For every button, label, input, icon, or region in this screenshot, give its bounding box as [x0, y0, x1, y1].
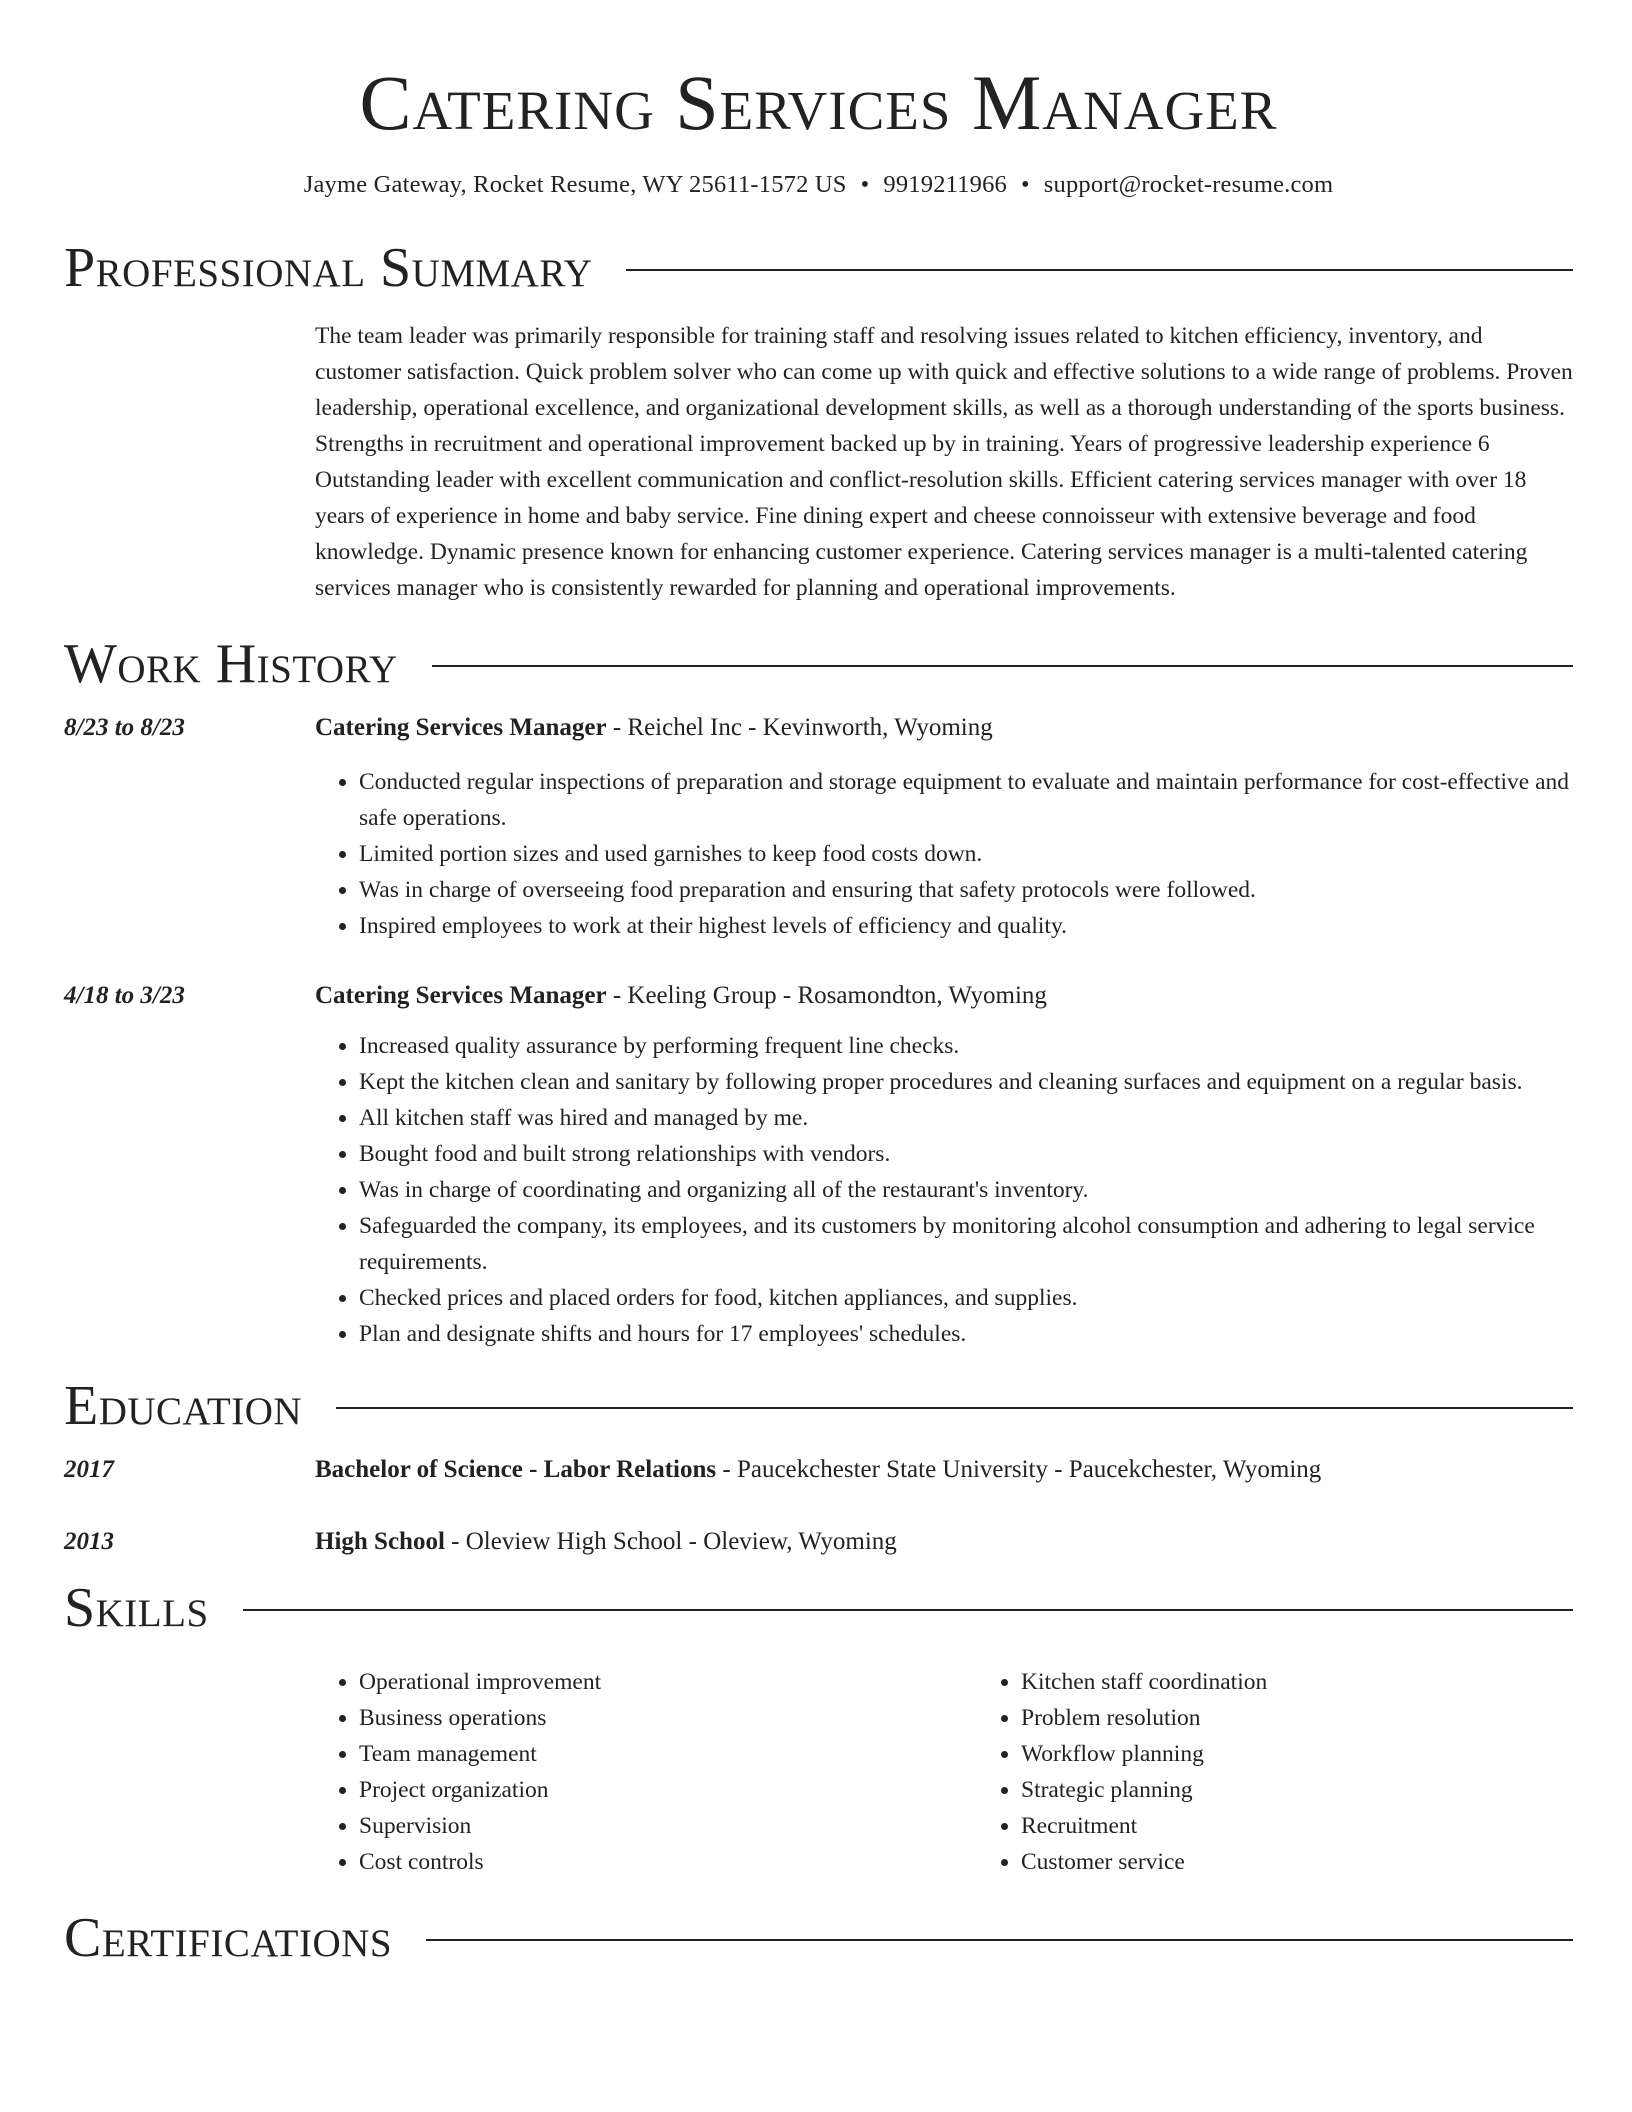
candidate-name: Catering Services Manager [359, 59, 1278, 146]
skill-item: • Workflow planning [1021, 1736, 1573, 1772]
skill-item: • Problem resolution [1021, 1700, 1573, 1736]
summary-body [315, 318, 1573, 606]
job-dates: 4/18 to 3/23 [64, 982, 185, 1009]
education-year: 2013 [64, 1528, 114, 1555]
skill-item: • Kitchen staff coordination [1021, 1664, 1573, 1700]
summary-section-header [64, 238, 1573, 298]
skill-item: • Recruitment [1021, 1808, 1573, 1844]
job-duties [315, 1028, 1573, 1352]
section-divider [432, 665, 1573, 667]
education-school: - Paucekchester State University - Paucekchester, Wyoming [716, 1456, 1322, 1483]
education-degree: Bachelor of Science - Labor Relations [315, 1456, 717, 1483]
job-title: Catering Services Manager [315, 982, 607, 1009]
contact-address: Jayme Gateway, Rocket Resume, WY 25611-1572 US [303, 171, 847, 198]
list-item: • Limited portion sizes and used garnishes to keep food costs down. [359, 836, 1573, 872]
summary-text: The team leader was primarily responsible for training staff and resolving issues related to kitchen efficiency, inventory, and customer satisfaction. Quick problem solver who can come up with quick and effective solutions to a wide range of problems. Proven leadership, operational excellence, and organizational development skills, as well as a thorough understanding of the sports business. Strengths in recruitment and operational improvement backed up by in training. Years of progressive leadership experience 6 Outstanding leader with excellent communication and conflict-resolution skills. Efficient catering services manager with over 18 years of experience in home and baby service. Fine dining expert and cheese connoisseur with extensive beverage and food knowledge. Dynamic presence known for enhancing customer experience. Catering services manager is a multi-talented catering services manager who is consistently rewarded for planning and operational improvements. [315, 323, 1573, 601]
certifications-heading: Certifications [64, 1907, 393, 1969]
list-item: • Plan and designate shifts and hours for 17 employees' schedules. [359, 1316, 1573, 1352]
contact-separator: • [860, 171, 870, 198]
skill-item: • Strategic planning [1021, 1772, 1573, 1808]
list-item: • All kitchen staff was hired and managed by me. [359, 1100, 1573, 1136]
list-item: • Safeguarded the company, its employees, and its customers by monitoring alcohol consumption and adhering to legal service requirements. [359, 1208, 1573, 1280]
job-dates: 8/23 to 8/23 [64, 714, 185, 741]
list-item: • Increased quality assurance by performing frequent line checks. [359, 1028, 1573, 1064]
education-entry [64, 1524, 1573, 1560]
skill-item: • Supervision [359, 1808, 977, 1844]
contact-separator: • [1020, 171, 1030, 198]
contact-phone: 9919211966 [883, 171, 1007, 198]
skills-list-right [977, 1664, 1573, 1880]
list-item: • Was in charge of coordinating and organizing all of the restaurant's inventory. [359, 1172, 1573, 1208]
section-divider [336, 1407, 1573, 1409]
job-entry [64, 978, 1573, 1352]
skill-item: • Business operations [359, 1700, 977, 1736]
contact-email: support@rocket-resume.com [1043, 171, 1334, 198]
job-employer: - Keeling Group - Rosamondton, Wyoming [606, 982, 1047, 1009]
certifications-section-header [64, 1908, 1573, 1968]
education-school: - Oleview High School - Oleview, Wyoming [444, 1528, 897, 1555]
job-duties [315, 764, 1573, 944]
education-line [315, 1452, 1573, 1488]
summary-heading: Professional Summary [64, 237, 593, 299]
job-title: Catering Services Manager [315, 714, 607, 741]
skill-item: • Operational improvement [359, 1664, 977, 1700]
job-entry [64, 710, 1573, 944]
list-item: • Inspired employees to work at their highest levels of efficiency and quality. [359, 908, 1573, 944]
skills-heading: Skills [64, 1577, 209, 1639]
skill-item: • Cost controls [359, 1844, 977, 1880]
section-divider [626, 269, 1573, 271]
skills-section-header [64, 1578, 1573, 1638]
list-item: • Checked prices and placed orders for food, kitchen appliances, and supplies. [359, 1280, 1573, 1316]
list-item: • Kept the kitchen clean and sanitary by following proper procedures and cleaning surfaces and equipment on a regular basis. [359, 1064, 1573, 1100]
list-item: • Bought food and built strong relationships with vendors. [359, 1136, 1573, 1172]
job-header [64, 978, 1573, 1014]
skills-columns [315, 1664, 1573, 1880]
education-heading: Education [64, 1375, 303, 1437]
work-section-header [64, 634, 1573, 694]
education-section-header [64, 1376, 1573, 1436]
skill-item: • Team management [359, 1736, 977, 1772]
skill-item: • Project organization [359, 1772, 977, 1808]
job-title-line [315, 978, 1573, 1014]
list-item: • Was in charge of overseeing food preparation and ensuring that safety protocols were followed. [359, 872, 1573, 908]
job-header [64, 710, 1573, 746]
section-divider [426, 1939, 1573, 1941]
job-title-line [315, 710, 1573, 746]
list-item: • Conducted regular inspections of preparation and storage equipment to evaluate and maintain performance for cost-effective and safe operations. [359, 764, 1573, 836]
skills-list-left [315, 1664, 977, 1880]
job-bullets [315, 764, 1573, 944]
education-line [315, 1524, 1573, 1560]
work-heading: Work History [64, 633, 398, 695]
education-year: 2017 [64, 1456, 114, 1483]
education-degree: High School [315, 1528, 445, 1555]
contact-line [64, 168, 1573, 202]
skill-item: • Customer service [1021, 1844, 1573, 1880]
section-divider [243, 1609, 1573, 1611]
education-entry [64, 1452, 1573, 1488]
job-bullets [315, 1028, 1573, 1352]
resume-page [64, 0, 1573, 1968]
job-employer: - Reichel Inc - Kevinworth, Wyoming [606, 714, 993, 741]
